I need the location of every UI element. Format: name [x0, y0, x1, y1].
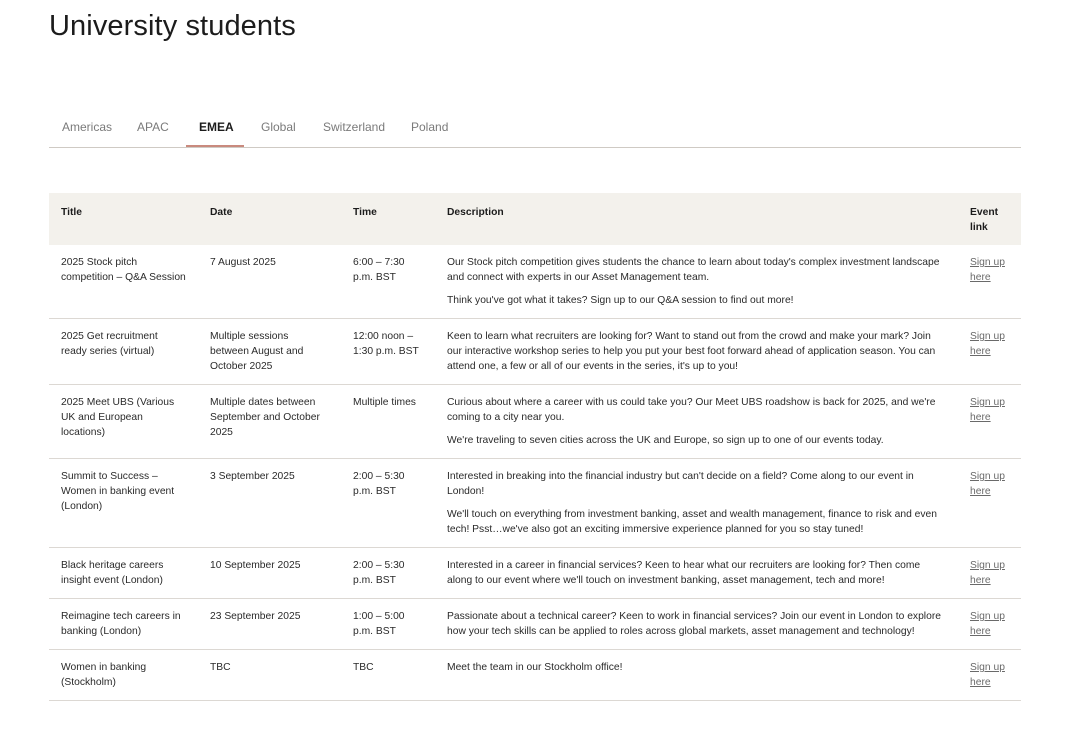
cell-description [435, 459, 958, 548]
col-header-title: Title [61, 207, 82, 218]
cell-description [435, 599, 958, 650]
description-paragraph: Keen to learn what recruiters are looking for? Want to stand out from the crowd and make your mark? Join our interactive workshop series to help you put your best foot forward ahead of application season. You can attend one, a few or all of our events in the series, it's up to you! [447, 331, 936, 372]
cell-time: 12:00 noon – 1:30 p.m. BST [341, 319, 435, 385]
tab-poland[interactable]: Poland [411, 120, 449, 134]
sign-up-link[interactable]: Sign up here [970, 471, 1005, 497]
tab-switzerland[interactable]: Switzerland [323, 120, 386, 134]
sign-up-link[interactable]: Sign up here [970, 397, 1005, 423]
description-paragraph: Meet the team in our Stockholm office! [447, 662, 623, 673]
cell-title: Reimagine tech careers in banking (London) [49, 599, 198, 650]
cell-title: Summit to Success – Women in banking event (London) [49, 459, 198, 548]
tab-global[interactable]: Global [261, 120, 296, 134]
tab-americas[interactable]: Americas [62, 120, 113, 134]
tab-apac[interactable]: APAC [137, 120, 169, 134]
description-paragraph: We're traveling to seven cities across the UK and Europe, so sign up to one of our events today. [447, 435, 884, 446]
sign-up-link[interactable]: Sign up here [970, 611, 1005, 637]
cell-title: 2025 Meet UBS (Various UK and European locations) [49, 385, 198, 459]
cell-description [435, 319, 958, 385]
sign-up-link[interactable]: Sign up here [970, 662, 1005, 688]
description-paragraph: We'll touch on everything from investment banking, asset and wealth management, finance to risk and even tech! Psst…we've also got an exciting immersive experience planned for you so stay tuned! [447, 509, 938, 535]
table-header-row [49, 193, 1021, 245]
cell-description [435, 245, 958, 319]
cell-time: 2:00 – 5:30 p.m. BST [341, 548, 435, 599]
cell-event-link [958, 650, 1021, 701]
description-paragraph: Interested in a career in financial services? Keen to hear what our recruiters are looking for? Then come along to our event where we'll touch on investment banking, asset management, tech and more! [447, 560, 921, 586]
col-header-description: Description [447, 207, 504, 218]
cell-time: TBC [341, 650, 435, 701]
col-header-event-link [958, 193, 1021, 245]
description-paragraph: Interested in breaking into the financial industry but can't decide on a field? Come along to our event in London! [447, 471, 914, 497]
cell-time: Multiple times [341, 385, 435, 459]
cell-time: 6:00 – 7:30 p.m. BST [341, 245, 435, 319]
sign-up-link[interactable]: Sign up here [970, 331, 1005, 357]
table-row [49, 459, 1021, 548]
col-header-date: Date [210, 207, 233, 218]
table-row [49, 245, 1021, 319]
events-table [49, 193, 1021, 701]
page-title: University students [49, 10, 296, 42]
cell-date: Multiple dates between September and October 2025 [198, 385, 341, 459]
cell-description [435, 548, 958, 599]
cell-event-link [958, 459, 1021, 548]
cell-date: 3 September 2025 [198, 459, 341, 548]
cell-date: Multiple sessions between August and October 2025 [198, 319, 341, 385]
table-row [49, 650, 1021, 701]
cell-event-link [958, 319, 1021, 385]
region-tabs [49, 116, 1021, 148]
cell-event-link [958, 548, 1021, 599]
cell-time: 1:00 – 5:00 p.m. BST [341, 599, 435, 650]
cell-date: TBC [198, 650, 341, 701]
table-header [49, 193, 1021, 245]
cell-event-link [958, 385, 1021, 459]
cell-date: 10 September 2025 [198, 548, 341, 599]
col-header-time: Time [353, 207, 377, 218]
cell-title: 2025 Get recruitment ready series (virtual) [49, 319, 198, 385]
table-row [49, 548, 1021, 599]
sign-up-link[interactable]: Sign up here [970, 560, 1005, 586]
cell-time: 2:00 – 5:30 p.m. BST [341, 459, 435, 548]
description-paragraph: Think you've got what it takes? Sign up to our Q&A session to find out more! [447, 295, 794, 306]
col-header-event-link-line1: Event [970, 207, 999, 218]
col-header-event-link-line2: link [970, 222, 988, 233]
cell-title: 2025 Stock pitch competition – Q&A Session [49, 245, 198, 319]
cell-date: 23 September 2025 [198, 599, 341, 650]
tab-emea[interactable]: EMEA [186, 116, 244, 143]
cell-event-link [958, 599, 1021, 650]
table-row [49, 599, 1021, 650]
cell-date: 7 August 2025 [198, 245, 341, 319]
table-row [49, 319, 1021, 385]
cell-description [435, 650, 958, 701]
sign-up-link[interactable]: Sign up here [970, 257, 1005, 283]
table-row [49, 385, 1021, 459]
description-paragraph: Passionate about a technical career? Keen to work in financial services? Join our event in London to explore how your tech skills can be applied to roles across global markets, asset management and technology! [447, 611, 941, 637]
cell-title: Women in banking (Stockholm) [49, 650, 198, 701]
cell-event-link [958, 245, 1021, 319]
description-paragraph: Our Stock pitch competition gives students the chance to learn about today's complex investment landscape and connect with experts in our Asset Management team. [447, 257, 940, 283]
cell-title: Black heritage careers insight event (London) [49, 548, 198, 599]
description-paragraph: Curious about where a career with us could take you? Our Meet UBS roadshow is back for 2025, and we're coming to a city near you. [447, 397, 936, 423]
cell-description [435, 385, 958, 459]
